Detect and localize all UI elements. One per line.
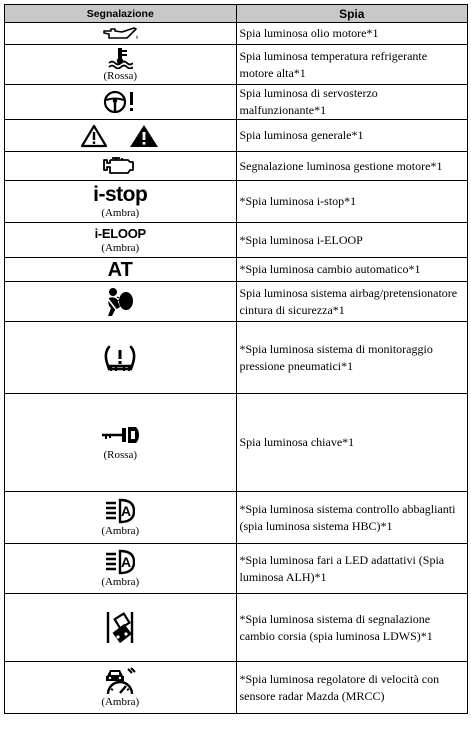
i-eloop-icon: i-ELOOP: [94, 225, 146, 241]
table-row: [5, 258, 468, 282]
adaptive-led-headlight-icon: [105, 549, 135, 575]
signal-cell: [5, 152, 237, 181]
description-cell: Spia luminosa sistema airbag/pretensionatore cintura di sicurezza*1: [236, 282, 468, 322]
signal-cell: [5, 492, 237, 544]
color-label: (Ambra): [101, 525, 140, 537]
table-row: [5, 544, 468, 594]
coolant-temperature-icon: [107, 47, 133, 69]
signal-cell: [5, 23, 237, 45]
radar-cruise-control-icon: [103, 667, 137, 695]
signal-cell: [5, 181, 237, 223]
key-icon: [100, 425, 140, 445]
color-label: (Rossa): [103, 448, 138, 461]
color-label: (Rossa): [103, 70, 138, 82]
signal-cell: [5, 394, 237, 492]
table-row: [5, 223, 468, 258]
description-cell: *Spia luminosa fari a LED adattativi (Spia luminosa ALH)*1: [236, 544, 468, 594]
table-row: [5, 45, 468, 85]
general-warning-icon: [81, 124, 159, 148]
description-cell: Spia luminosa chiave*1: [236, 394, 468, 492]
table-row: [5, 152, 468, 181]
airbag-icon: [104, 287, 136, 317]
description-cell: *Spia luminosa regolatore di velocità con sensore radar Mazda (MRCC): [236, 662, 468, 714]
signal-cell: [5, 662, 237, 714]
table-row: [5, 322, 468, 394]
table-row: [5, 85, 468, 120]
lane-departure-icon: [105, 610, 135, 646]
table-row: [5, 394, 468, 492]
table-row: [5, 181, 468, 223]
tire-pressure-icon: [103, 343, 137, 373]
svg-text:A: A: [121, 554, 132, 570]
description-cell: Spia luminosa temperatura refrigerante motore alta*1: [236, 45, 468, 85]
description-cell: *Spia luminosa sistema di monitoraggio pressione pneumatici*1: [236, 322, 468, 394]
table-row: [5, 662, 468, 714]
table-row: [5, 594, 468, 662]
description-cell: *Spia luminosa i-ELOOP: [236, 223, 468, 258]
signal-cell: [5, 258, 237, 282]
description-cell: *Spia luminosa sistema controllo abbaglianti (spia luminosa sistema HBC)*1: [236, 492, 468, 544]
signal-cell: [5, 282, 237, 322]
oil-pressure-icon: [100, 26, 140, 42]
table-row: [5, 120, 468, 152]
table-header-row: [5, 5, 468, 23]
description-cell: *Spia luminosa sistema di segnalazione cambio corsia (spia luminosa LDWS)*1: [236, 594, 468, 662]
power-steering-icon: [103, 90, 137, 114]
signal-cell: [5, 223, 237, 258]
signal-cell: [5, 85, 237, 120]
automatic-transmission-icon: AT: [107, 258, 133, 281]
table-row: [5, 282, 468, 322]
signal-cell: [5, 120, 237, 152]
description-cell: Spia luminosa generale*1: [236, 120, 468, 152]
signal-cell: [5, 544, 237, 594]
description-cell: *Spia luminosa cambio automatico*1: [236, 258, 468, 282]
color-label: (Ambra): [101, 576, 140, 588]
description-cell: Segnalazione luminosa gestione motore*1: [236, 152, 468, 181]
signal-cell: [5, 322, 237, 394]
signal-cell: [5, 594, 237, 662]
check-engine-icon: [102, 156, 138, 176]
svg-text:A: A: [121, 503, 132, 519]
table-row: [5, 23, 468, 45]
description-cell: *Spia luminosa i-stop*1: [236, 181, 468, 223]
warning-lights-table: [4, 4, 468, 714]
table-row: [5, 492, 468, 544]
header-signal: Segnalazione: [5, 5, 237, 23]
description-cell: Spia luminosa olio motore*1: [236, 23, 468, 45]
high-beam-control-icon: [105, 498, 135, 524]
signal-cell: [5, 45, 237, 85]
color-label: (Ambra): [101, 696, 140, 708]
color-label: (Ambra): [101, 241, 140, 254]
header-light: Spia: [236, 5, 468, 23]
description-cell: Spia luminosa di servosterzo malfunzionante*1: [236, 85, 468, 120]
color-label: (Ambra): [101, 207, 140, 219]
i-stop-icon: i-stop: [93, 183, 148, 206]
